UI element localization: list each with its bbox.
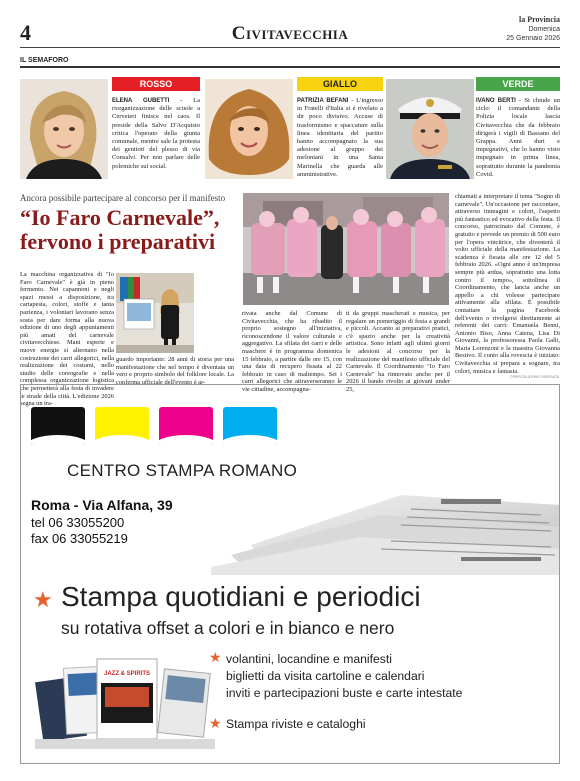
star-icon: ★ [209, 715, 222, 731]
article-col-2: guardo importante: 28 anni di storia per una manifestazione che nel tempo è diventata un vero e proprio simbolo del folklore locale. La conferma ufficiale dell'evento è ar- [116, 356, 234, 386]
cmyk-square-magenta [159, 407, 213, 445]
person-text [112, 97, 200, 171]
weekday: Domenica [528, 26, 560, 33]
person-desc: - L'ingresso in Fratelli d'Italia si è rivelato a dir poco divisivo. Accuse di trasformismo e spaccature sulla linea identitaria del partito hanno accompagnato la sua adesione al gruppo dei meloniani in una Santa Marinella che guarda alle amministrative. [297, 97, 383, 178]
ivano-berti-photo [386, 79, 474, 179]
star-icon: ★ [209, 649, 222, 665]
ad-headline: Stampa quotidiani e periodici [61, 581, 421, 612]
article-col-3: rivata anche dal Comune di Civitavecchia, che ha ribadito il proprio sostegno all'iniziativa, riconoscendone il valore culturale e aggregativo. La sfilata dei carri e delle maschere è in programma domenica 15 febbraio, a partire dalle ore 15, con una data di recupero fissata al 22 febbraio in caso di maltempo. Sei i carri allegorici che attraverseranno le vie cittadine, accompagna- [242, 310, 342, 393]
page-header [20, 14, 560, 48]
article-kicker: Ancora possibile partecipare al concorso per il manifesto [20, 193, 226, 203]
cmyk-square-cyan [223, 407, 277, 445]
elena-gubetti-photo [20, 79, 108, 179]
newspaper-stack-image [211, 475, 560, 575]
cmyk-square-black [31, 407, 85, 445]
carnival-parade-photo [243, 193, 449, 305]
ad-address: Roma - Via Alfana, 39 [31, 497, 173, 513]
ad-brand: CENTRO STAMPA ROMANO [67, 461, 298, 480]
masthead-meta [506, 15, 560, 43]
semaforo-yellow [205, 75, 381, 185]
semaforo-green [386, 75, 560, 185]
star-icon: ★ [33, 587, 53, 612]
service-item: ★ volantini, locandine e manifesti [209, 649, 392, 666]
person-desc: - Si chiude un ciclo: il comandante della Polizia locale lascia Civitavecchia che da febbraio dirigerà i vigili di Bassano del Grappa. Anni duri e impegnativi, che lo hanno visto impegnato in prima linea, soprattutto durante la pandemia Covid. [476, 97, 560, 178]
label-giallo: GIALLO [297, 77, 383, 91]
brochure-title: JAZZ & SPIRITS [103, 671, 151, 677]
label-verde: VERDE [476, 77, 560, 91]
cmyk-square-yellow [95, 407, 149, 445]
label-rosso: ROSSO [112, 77, 200, 91]
semaforo-title: IL SEMAFORO [20, 57, 560, 68]
person-name: PATRIZIA BEFANI [297, 98, 349, 104]
article-col-4: ti da gruppi mascherati e musica, per regalare un pomeriggio di festa a grandi e piccoli. Accanto ai preparativi pratici, c'è spazio anche per la creatività artistica. Sono infatti agli ultimi giorni le adesioni al concorso per la realizzazione del manifesto ufficiale del Carnevale. Il Coordinamento "Io Faro Carnevale" ha rinnovato anche per il 2026 il bando rivolto ai giovani under 25, [346, 310, 450, 393]
service-item: inviti e partecipazioni buste e carte intestate [226, 686, 463, 700]
page-number: 4 [20, 20, 31, 45]
article-headline: “Io Faro Carnevale”, fervono i preparativi [20, 205, 220, 254]
issue-date: 25 Gennaio 2026 [506, 35, 560, 42]
service-list [209, 649, 463, 702]
ad-phone: tel 06 33055200 [31, 515, 125, 530]
newspaper-name: la Provincia [519, 15, 560, 24]
service-item: biglietti da visita cartoline e calendari [226, 669, 425, 683]
person-name: ELENA GUBETTI [112, 98, 170, 104]
person-desc: - La riorganizzazione delle scuole a Cerveteri finisce nel caos. Il preside della Salvo D'Acquisto critica l'operato della giunta comunale, mentre sale la protesta dei genitori del plesso di via Consalvi. Per non parlare delle polemiche sui social. [112, 97, 200, 170]
article-col-1: La macchina organizzativa di "Io Faro Carnevale" è già in pieno fermento. Nei capannoni e negli spazi messi a disposizione, tra cartapesta, colori, stoffe e tanta pazienza, i volontari lavorano senza sosta per dare forma alla nuova edizione di uno degli appuntamenti più amati del carnevale civitavecchiese. Mani esperte e nuove energie si alternano nella costruzione dei carri allegorici, nella realizzazione dei costumi, nello studio delle coreografie e nella complessa organizzazione logistica che permetterà alla festa di invadere le strade della città. L'edizione 2026 segna un tra- [20, 271, 114, 408]
ad-fax: fax 06 33055219 [31, 531, 128, 546]
person-text [476, 97, 560, 179]
person-name: IVANO BERTI [476, 98, 516, 104]
person-text [297, 97, 383, 179]
photo-credit: ©RIPRODUZIONE RISERVATA [510, 375, 560, 379]
article-col-5: chiamati a interpretare il tema "Sogno di carnevale". Un'occasione per raccontare, attraverso immagini e colori, l'aspetto più fantastico ed evocativo della festa. Il concorso, patrocinato dal Comune, è gratuito e prevede un premio di 500 euro per l'opera vincitrice, che diventerà il volto ufficiale della manifestazione. La scadenza è fissata alle ore 12 del 5 febbraio 2026. «Ogni anno è un'impresa sempre più ardua, soprattutto una lotta contro il tempo», sottolinea il Coordinamento, che lancia anche un appello a chi volesse partecipare attivamente alla sfilata. È possibile contattare la pagina Facebook dell'evento o rivolgersi direttamente ai referenti dei carri: Emanuela Benni, Antonio Biso, Anna Catena, Lisa Di Giovanni, la professoressa Paola Galli, Maria Lorenzoni e la maestra Giovanna Bestivo. Il conto alla rovescia è iniziato: Civitavecchia si prepara a sognare, tra colori, musica e fantasia. [455, 193, 560, 375]
patrizia-befani-photo [205, 79, 293, 179]
poster-ceremony-photo [116, 273, 194, 353]
section-title: Civitavecchia [231, 23, 349, 44]
service-item-last: ★ Stampa riviste e cataloghi [209, 715, 366, 731]
ad-subheadline: su rotativa offset a colori e in bianco e nero [61, 618, 395, 638]
semaforo-red [20, 75, 200, 185]
ad-contacts [31, 515, 128, 547]
brochures-image [35, 653, 215, 749]
print-shop-advertisement [20, 384, 560, 764]
